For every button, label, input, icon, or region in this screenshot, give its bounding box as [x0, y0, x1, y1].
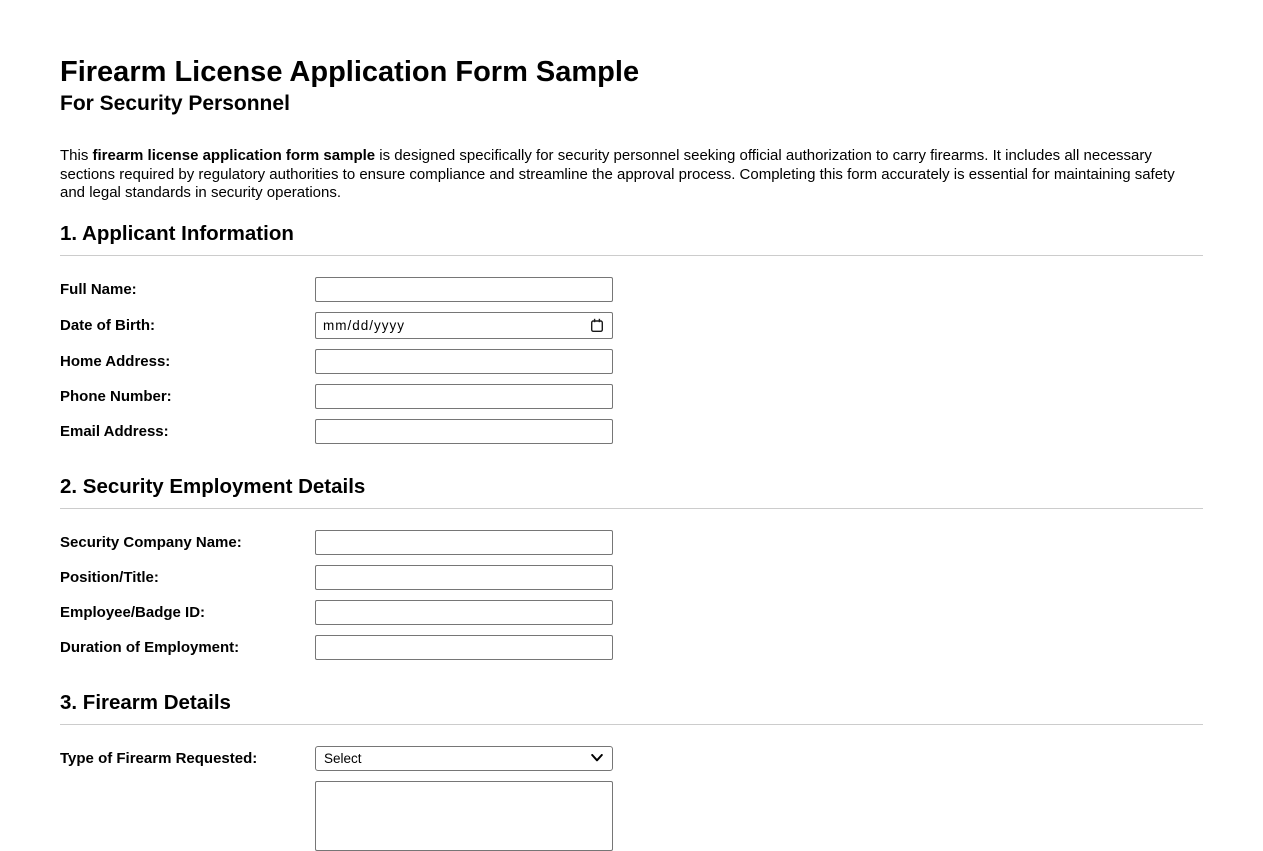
email-address-input[interactable]: [315, 419, 613, 444]
phone-number-input[interactable]: [315, 384, 613, 409]
duration-of-employment-input[interactable]: [315, 635, 613, 660]
chevron-down-icon: [591, 754, 603, 762]
firearm-type-select-value: Select: [324, 750, 362, 766]
form-row: [60, 277, 1203, 302]
form-row: [60, 781, 1203, 851]
form-row: [60, 530, 1203, 555]
intro-text-suffix: is designed specifically for security personnel seeking official authorization to carry firearms. It includes all necessary sections required by regulatory authorities to ensure compliance and streamline the approval process. Completing this form accurately is essential for maintaining safety and legal standards in security operations.: [60, 147, 1175, 201]
form-row: [60, 349, 1203, 374]
page-subtitle: For Security Personnel: [60, 92, 290, 115]
full-name-label: Full Name:: [60, 280, 137, 298]
form-row: [60, 635, 1203, 660]
section-heading-security-employment-details: 2. Security Employment Details: [60, 474, 366, 498]
section-divider: [60, 255, 1203, 256]
intro-text-bold: firearm license application form sample: [92, 147, 376, 164]
form-row: [60, 746, 1203, 771]
date-placeholder: mm/dd/yyyy: [323, 317, 406, 333]
form-row: [60, 565, 1203, 590]
form-row: [60, 419, 1203, 444]
employee-badge-id-input[interactable]: [315, 600, 613, 625]
home-address-input[interactable]: [315, 349, 613, 374]
phone-number-label: Phone Number:: [60, 387, 172, 405]
date-of-birth-input[interactable]: [315, 312, 613, 339]
full-name-input[interactable]: [315, 277, 613, 302]
page-title: Firearm License Application Form Sample: [60, 56, 640, 88]
firearm-type-label: Type of Firearm Requested:: [60, 749, 258, 767]
email-address-label: Email Address:: [60, 422, 169, 440]
position-title-input[interactable]: [315, 565, 613, 590]
security-company-name-input[interactable]: [315, 530, 613, 555]
form-row: [60, 600, 1203, 625]
duration-of-employment-label: Duration of Employment:: [60, 638, 240, 656]
home-address-label: Home Address:: [60, 352, 171, 370]
firearm-type-select[interactable]: [315, 746, 613, 771]
form-row: [60, 384, 1203, 409]
firearm-details-fields: [60, 746, 1203, 851]
section-divider: [60, 724, 1203, 725]
section-divider: [60, 508, 1203, 509]
security-employment-fields: [60, 530, 1203, 660]
firearm-details-textarea[interactable]: [315, 781, 613, 851]
section-heading-applicant-information: 1. Applicant Information: [60, 221, 294, 245]
applicant-information-fields: [60, 277, 1203, 444]
calendar-icon[interactable]: [590, 318, 604, 333]
form-row: [60, 312, 1203, 339]
date-of-birth-label: Date of Birth:: [60, 316, 155, 334]
position-title-label: Position/Title:: [60, 568, 159, 586]
security-company-name-label: Security Company Name:: [60, 533, 242, 551]
intro-paragraph: [60, 147, 1203, 203]
section-heading-firearm-details: 3. Firearm Details: [60, 690, 231, 714]
employee-badge-id-label: Employee/Badge ID:: [60, 603, 206, 621]
intro-text-prefix: This: [60, 147, 93, 164]
